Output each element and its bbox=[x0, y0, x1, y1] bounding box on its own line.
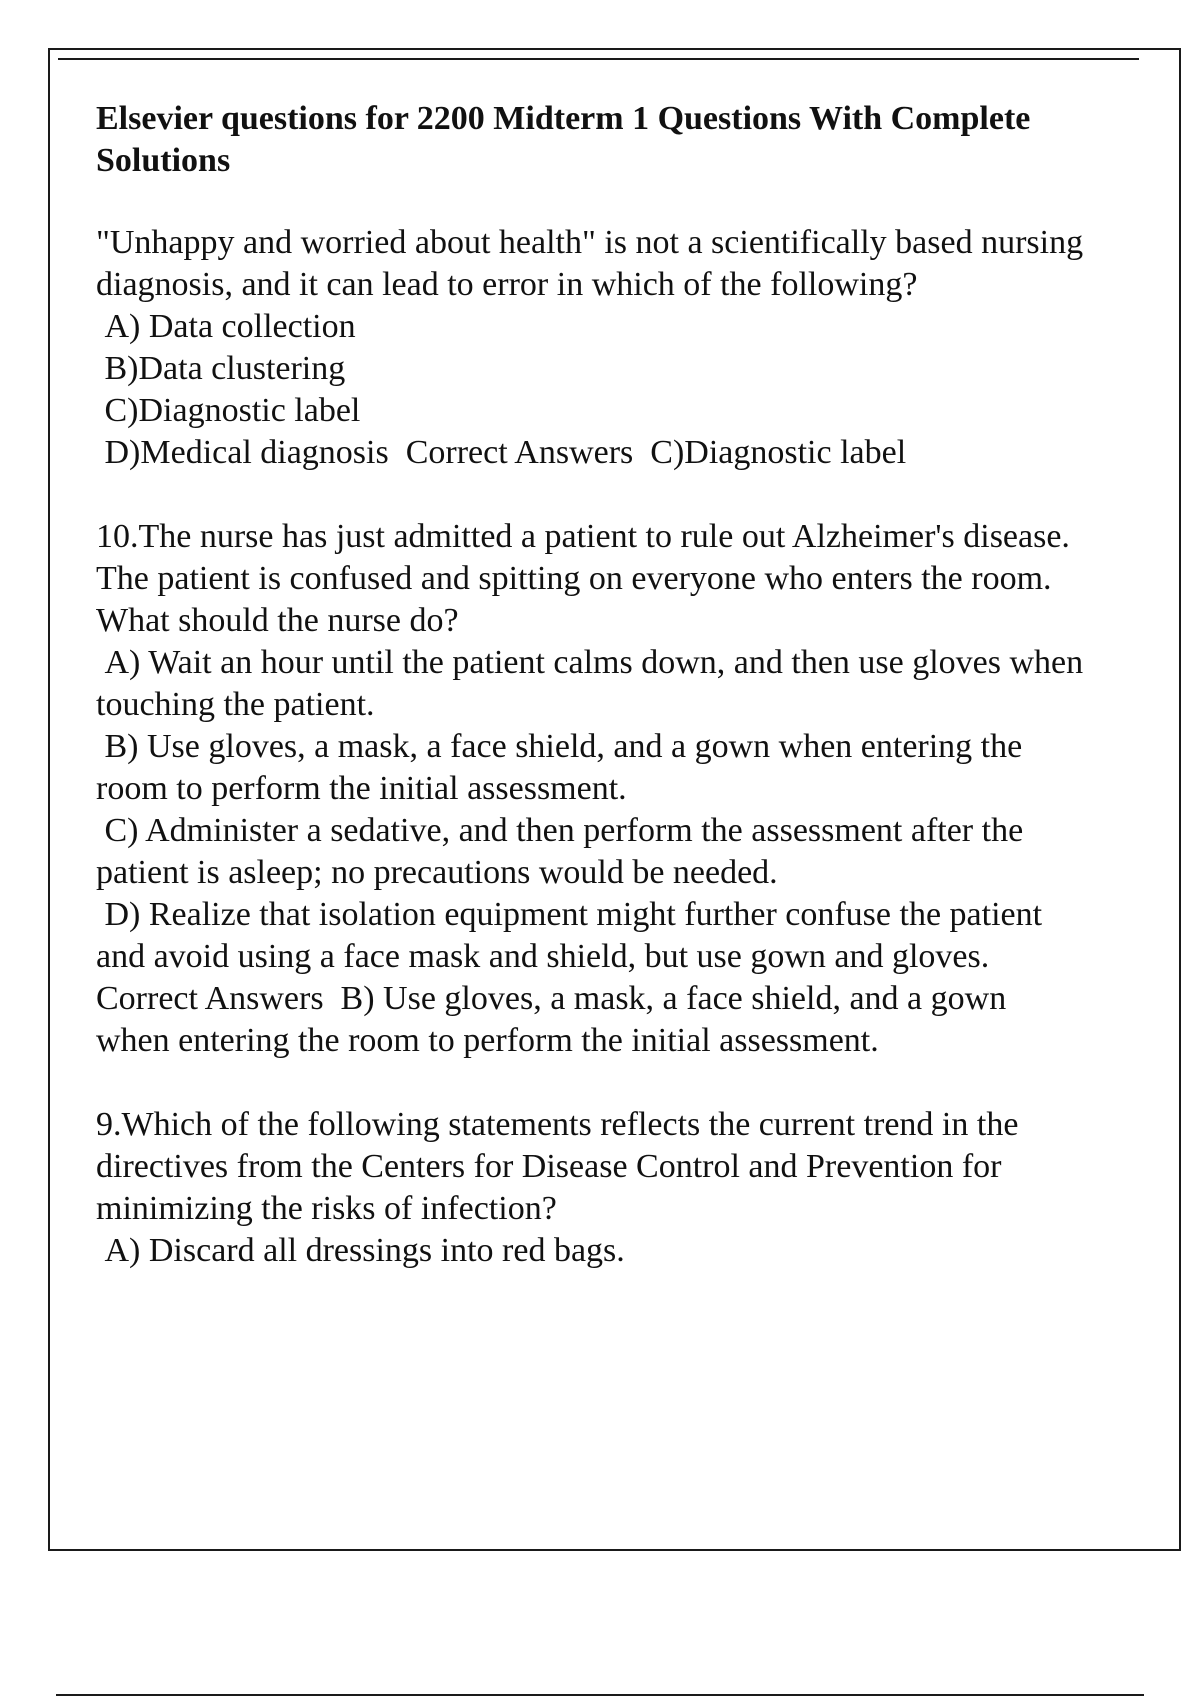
answer-option-with-correct-answer: D) Realize that isolation equipment might further confuse the patient and avoid using a face mask and shield, but use gown and gloves. Correct Answers B) Use gloves, a mask, a face shield, and a gown when entering the room to perform the initial assessment. bbox=[96, 896, 1051, 1059]
answer-option: B)Data clustering bbox=[96, 350, 346, 387]
question-stem: 9.Which of the following statements reflects the current trend in the directives from the Centers for Disease Control and Prevention for minimizing the risks of infection? bbox=[96, 1106, 1019, 1227]
answer-option: A) Discard all dressings into red bags. bbox=[96, 1232, 625, 1269]
question-block bbox=[96, 516, 1092, 1062]
document-content bbox=[96, 98, 1092, 1314]
answer-option: A) Wait an hour until the patient calms down, and then use gloves when touching the patient. bbox=[96, 644, 1092, 723]
document-title: Elsevier questions for 2200 Midterm 1 Questions With Complete Solutions bbox=[96, 100, 1031, 179]
question-block bbox=[96, 222, 1086, 474]
answer-option: C) Administer a sedative, and then perform the assessment after the patient is asleep; no precautions would be needed. bbox=[96, 812, 1032, 891]
question-stem: 10.The nurse has just admitted a patient to rule out Alzheimer's disease. The patient is confused and spitting on everyone who enters the room. What should the nurse do? bbox=[96, 518, 1070, 639]
answer-option: A) Data collection bbox=[96, 308, 356, 345]
answer-option: C)Diagnostic label bbox=[96, 392, 361, 429]
bottom-rule bbox=[56, 1694, 1144, 1696]
question-stem: "Unhappy and worried about health" is not a scientifically based nursing diagnosis, and it can lead to error in which of the following? bbox=[96, 224, 1084, 303]
answer-option: B) Use gloves, a mask, a face shield, and a gown when entering the room to perform the initial assessment. bbox=[96, 728, 1031, 807]
answer-option-with-correct-answer: D)Medical diagnosis Correct Answers C)Diagnostic label bbox=[96, 434, 907, 471]
top-rule bbox=[58, 58, 1139, 60]
question-block bbox=[96, 1104, 1086, 1272]
